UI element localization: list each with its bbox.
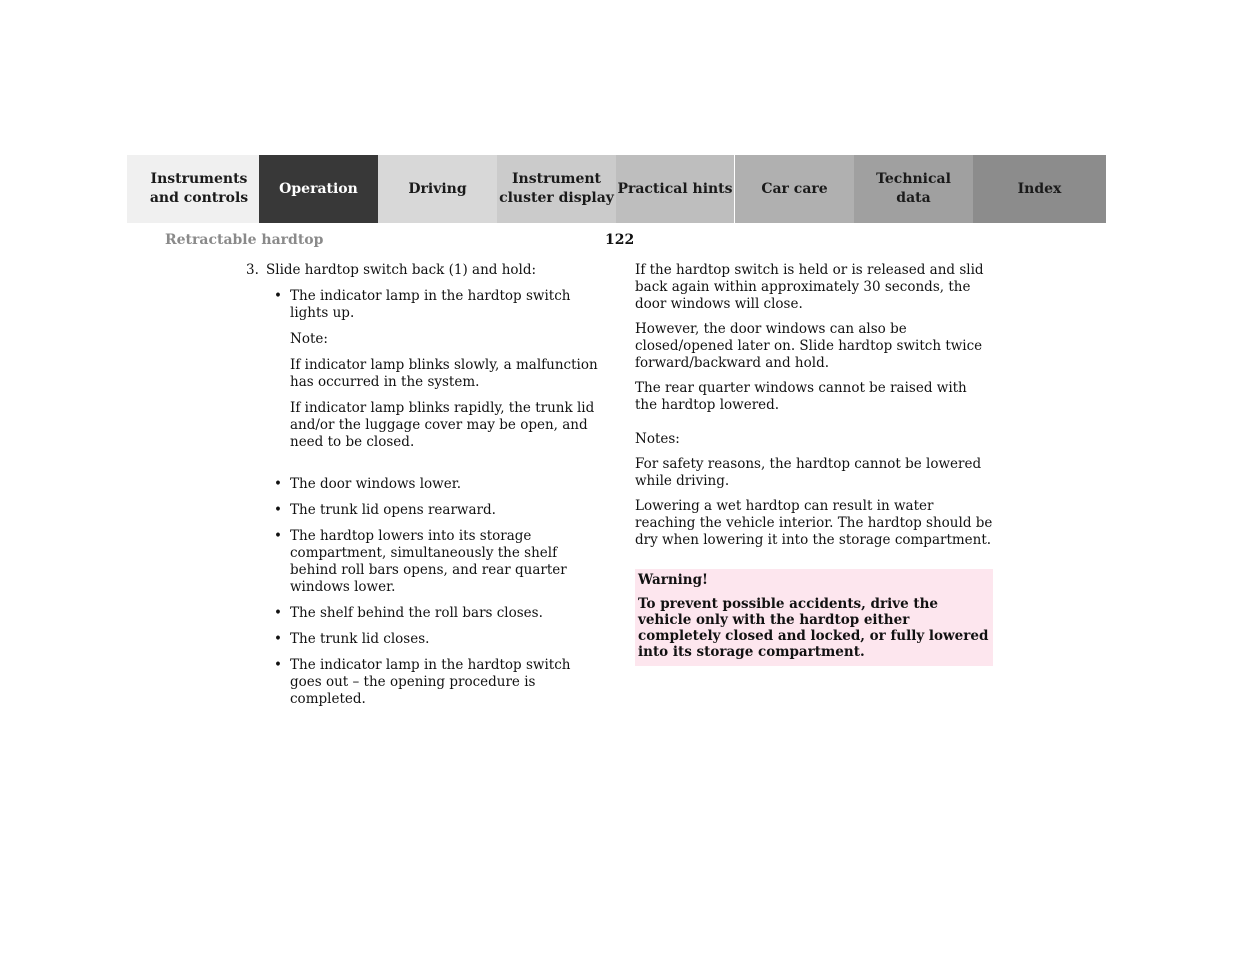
warning-title: Warning! (638, 572, 708, 588)
list-item (274, 605, 606, 622)
tab-instruments-and-controls[interactable] (127, 155, 259, 223)
note-text: If indicator lamp blinks rapidly, the trunk lid and/or the luggage cover may be open, and need to be closed. (290, 400, 595, 450)
list-item-text: The indicator lamp in the hardtop switch goes out – the opening procedure is completed. (290, 657, 571, 707)
tab-driving[interactable] (378, 155, 497, 223)
tab-label: Index (1017, 180, 1062, 197)
tab-label: Car care (761, 180, 828, 197)
tab-practical-hints[interactable] (616, 155, 735, 223)
note-text: If indicator lamp blinks slowly, a malfunction has occurred in the system. (290, 357, 598, 390)
warning-text: To prevent possible accidents, drive the vehicle only with the hardtop either completely closed and locked, or fully lowered into its storage compartment. (638, 596, 989, 660)
tab-label: Instruments and controls (149, 171, 249, 206)
bullet-icon: • (274, 476, 282, 492)
bullet-icon: • (274, 657, 282, 673)
step-number: 3. (246, 262, 259, 278)
page-number: 122 (605, 232, 635, 248)
notes-heading: Notes: (635, 431, 680, 447)
right-column (635, 262, 993, 666)
step-item (246, 262, 606, 279)
list-item-text: The door windows lower. (290, 476, 461, 492)
tab-index[interactable] (973, 155, 1106, 223)
list-item-text: The hardtop lowers into its storage compartment, simultaneously the shelf behind roll bars opens, and rear quarter windows lower. (290, 528, 567, 595)
left-column (246, 262, 606, 708)
tab-technical-data[interactable] (854, 155, 973, 223)
tab-label: Technical data (876, 171, 951, 206)
list-item-text: The indicator lamp in the hardtop switch lights up. (290, 288, 571, 321)
bullet-icon: • (274, 502, 282, 518)
tab-label: Instrument cluster display (499, 171, 614, 206)
list-item (274, 288, 606, 467)
tab-operation[interactable] (259, 155, 378, 223)
list-item (274, 631, 606, 648)
list-item-text: The shelf behind the roll bars closes. (290, 605, 543, 621)
bullet-icon: • (274, 528, 282, 544)
warning-box (635, 569, 993, 666)
tab-label: Operation (279, 180, 358, 197)
list-item (274, 502, 606, 519)
note-paragraph: Lowering a wet hardtop can result in water reaching the vehicle interior. The hardtop should be dry when lowering it into the storage compartment. (635, 498, 993, 548)
bullet-icon: • (274, 631, 282, 647)
step-text: Slide hardtop switch back (1) and hold: (266, 262, 537, 278)
tab-label: Driving (408, 180, 467, 197)
paragraph: If the hardtop switch is held or is released and slid back again within approximately 30 seconds, the door windows will close. (635, 262, 984, 312)
tab-label: Practical hints (617, 180, 733, 197)
list-item (274, 657, 606, 708)
tab-car-care[interactable] (735, 155, 854, 223)
bullet-icon: • (274, 288, 282, 304)
bullet-icon: • (274, 605, 282, 621)
paragraph: The rear quarter windows cannot be raised with the hardtop lowered. (635, 380, 967, 413)
list-item-text: The trunk lid closes. (290, 631, 430, 647)
paragraph: However, the door windows can also be closed/opened later on. Slide hardtop switch twice forward/backward and hold. (635, 321, 983, 371)
list-item (274, 476, 606, 493)
list-item-text: The trunk lid opens rearward. (290, 502, 496, 518)
chapter-tabs (127, 155, 1106, 223)
list-item (274, 528, 606, 596)
section-title: Retractable hardtop (165, 232, 324, 248)
tab-instrument-cluster-display[interactable] (497, 155, 616, 223)
note-label: Note: (290, 331, 328, 347)
note-paragraph: For safety reasons, the hardtop cannot be lowered while driving. (635, 456, 982, 489)
